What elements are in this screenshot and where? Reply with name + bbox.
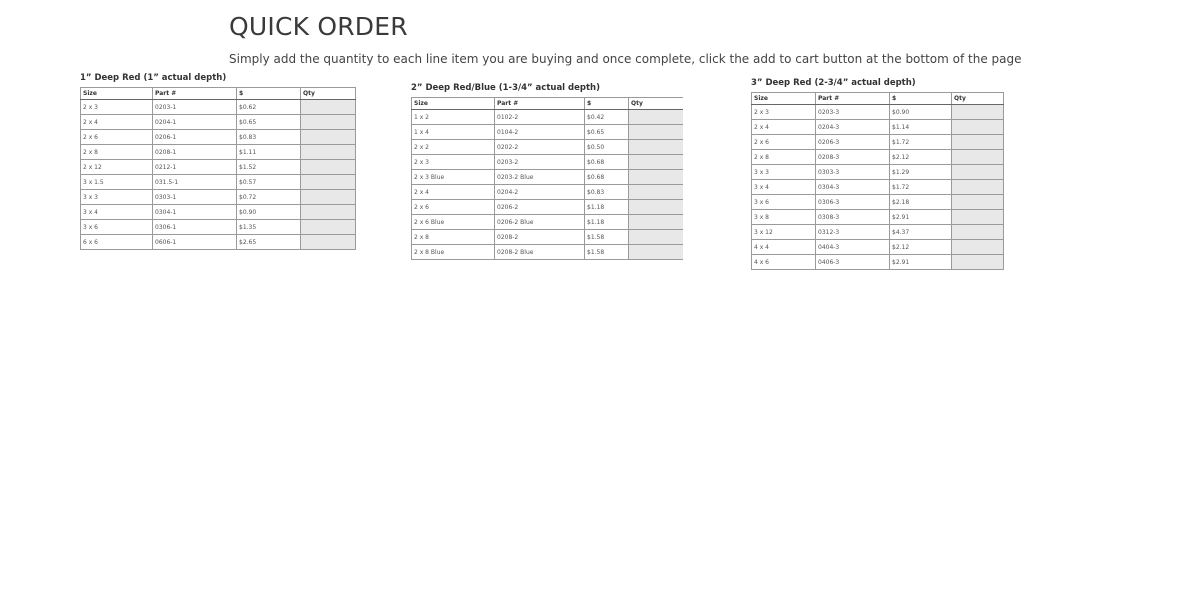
table-row [412,155,684,170]
price-cell: $0.42 [585,110,629,125]
table-row [752,150,1004,165]
size-cell: 2 x 8 [412,230,495,245]
size-cell: 2 x 12 [81,160,153,175]
size-cell: 3 x 3 [81,190,153,205]
part-number-cell: 0312-3 [816,225,890,240]
table-row [81,160,356,175]
size-cell: 3 x 6 [81,220,153,235]
table-row [81,100,356,115]
part-number-cell: 031.5-1 [153,175,237,190]
quantity-input[interactable] [629,155,684,170]
price-cell: $1.29 [890,165,952,180]
quantity-input[interactable] [952,150,1004,165]
table-row [81,130,356,145]
table-row [752,165,1004,180]
table-row [752,180,1004,195]
table-row [752,105,1004,120]
part-number-cell: 0404-3 [816,240,890,255]
quantity-input[interactable] [301,145,356,160]
size-cell: 2 x 2 [412,140,495,155]
price-cell: $0.62 [237,100,301,115]
size-cell: 4 x 6 [752,255,816,270]
price-cell: $0.68 [585,170,629,185]
price-cell: $1.35 [237,220,301,235]
quantity-input[interactable] [629,230,684,245]
table-row [752,195,1004,210]
price-cell: $2.91 [890,210,952,225]
quantity-input[interactable] [952,240,1004,255]
column-header-part-number: Part # [153,88,237,100]
table-row [752,255,1004,270]
part-number-cell: 0202-2 [495,140,585,155]
part-number-cell: 0303-1 [153,190,237,205]
table-row [752,120,1004,135]
price-cell: $1.58 [585,230,629,245]
part-number-cell: 0212-1 [153,160,237,175]
quantity-input[interactable] [301,115,356,130]
price-cell: $1.18 [585,215,629,230]
table-header-row [81,88,356,100]
size-cell: 2 x 6 Blue [412,215,495,230]
price-cell: $0.83 [237,130,301,145]
column-header-qty: Qty [629,98,684,110]
price-cell: $1.11 [237,145,301,160]
size-cell: 3 x 4 [81,205,153,220]
quantity-input[interactable] [952,135,1004,150]
price-cell: $0.50 [585,140,629,155]
price-cell: $0.65 [585,125,629,140]
table-row [81,235,356,250]
part-number-cell: 0206-2 [495,200,585,215]
quantity-input[interactable] [301,190,356,205]
quantity-input[interactable] [301,220,356,235]
price-cell: $0.68 [585,155,629,170]
column-header-qty: Qty [301,88,356,100]
column-header-size: Size [752,93,816,105]
part-number-cell: 0203-3 [816,105,890,120]
size-cell: 1 x 2 [412,110,495,125]
section-1in-deep-red [80,73,356,275]
table-row [412,200,684,215]
quantity-input[interactable] [629,215,684,230]
size-cell: 3 x 3 [752,165,816,180]
part-number-cell: 0308-3 [816,210,890,225]
part-number-cell: 0306-1 [153,220,237,235]
table-row [752,210,1004,225]
part-number-cell: 0208-3 [816,150,890,165]
table-row [412,215,684,230]
size-cell: 3 x 8 [752,210,816,225]
price-cell: $1.72 [890,180,952,195]
section-2in-deep-red-blue [411,83,683,277]
table-header-row [752,93,1004,105]
price-table [751,92,1004,270]
quantity-input[interactable] [952,165,1004,180]
part-number-cell: 0304-3 [816,180,890,195]
size-cell: 2 x 3 [81,100,153,115]
size-cell: 2 x 4 [412,185,495,200]
quantity-input[interactable] [952,255,1004,270]
table-row [752,135,1004,150]
table-row [412,170,684,185]
quantity-input[interactable] [952,225,1004,240]
table-row [81,205,356,220]
section-title: 2” Deep Red/Blue (1-3/4” actual depth) [411,83,600,93]
size-cell: 3 x 4 [752,180,816,195]
column-header-price: $ [585,98,629,110]
table-row [81,190,356,205]
size-cell: 6 x 6 [81,235,153,250]
table-row [412,230,684,245]
table-header-row [412,98,684,110]
price-cell: $0.57 [237,175,301,190]
part-number-cell: 0206-1 [153,130,237,145]
section-title: 1” Deep Red (1” actual depth) [80,73,227,83]
size-cell: 3 x 6 [752,195,816,210]
price-cell: $1.52 [237,160,301,175]
size-cell: 1 x 4 [412,125,495,140]
quantity-input[interactable] [301,100,356,115]
part-number-cell: 0102-2 [495,110,585,125]
table-row [81,175,356,190]
part-number-cell: 0204-2 [495,185,585,200]
part-number-cell: 0104-2 [495,125,585,140]
quantity-input[interactable] [629,200,684,215]
table-row [412,125,684,140]
table-row [752,225,1004,240]
part-number-cell: 0203-1 [153,100,237,115]
part-number-cell: 0208-2 Blue [495,245,585,260]
quantity-input[interactable] [952,105,1004,120]
column-header-price: $ [890,93,952,105]
price-cell: $2.12 [890,240,952,255]
size-cell: 2 x 3 Blue [412,170,495,185]
part-number-cell: 0306-3 [816,195,890,210]
size-cell: 3 x 1.5 [81,175,153,190]
table-row [412,185,684,200]
size-cell: 4 x 4 [752,240,816,255]
price-cell: $1.14 [890,120,952,135]
table-row [81,145,356,160]
price-cell: $2.18 [890,195,952,210]
price-cell: $1.18 [585,200,629,215]
quantity-input[interactable] [952,210,1004,225]
section-3in-deep-red [751,78,1004,282]
quantity-input[interactable] [629,185,684,200]
price-cell: $0.72 [237,190,301,205]
part-number-cell: 0406-3 [816,255,890,270]
column-header-size: Size [412,98,495,110]
quantity-input[interactable] [952,120,1004,135]
quantity-input[interactable] [301,130,356,145]
part-number-cell: 0304-1 [153,205,237,220]
column-header-price: $ [237,88,301,100]
size-cell: 2 x 6 [412,200,495,215]
quantity-input[interactable] [629,140,684,155]
size-cell: 2 x 4 [81,115,153,130]
quantity-input[interactable] [629,110,684,125]
price-cell: $1.58 [585,245,629,260]
price-cell: $2.65 [237,235,301,250]
part-number-cell: 0303-3 [816,165,890,180]
table-row [412,245,684,260]
size-cell: 2 x 3 [412,155,495,170]
part-number-cell: 0204-3 [816,120,890,135]
quantity-input[interactable] [301,175,356,190]
price-cell: $4.37 [890,225,952,240]
part-number-cell: 0203-2 Blue [495,170,585,185]
price-cell: $2.91 [890,255,952,270]
size-cell: 3 x 12 [752,225,816,240]
part-number-cell: 0208-1 [153,145,237,160]
table-row [412,110,684,125]
price-table [411,97,683,260]
page-title: QUICK ORDER [229,12,408,41]
quantity-input[interactable] [301,235,356,250]
price-cell: $2.12 [890,150,952,165]
part-number-cell: 0206-3 [816,135,890,150]
table-row [752,240,1004,255]
table-row [412,140,684,155]
column-header-part-number: Part # [816,93,890,105]
size-cell: 2 x 6 [752,135,816,150]
part-number-cell: 0208-2 [495,230,585,245]
quantity-input[interactable] [629,125,684,140]
quantity-input[interactable] [952,195,1004,210]
table-row [81,220,356,235]
quantity-input[interactable] [301,160,356,175]
price-cell: $1.72 [890,135,952,150]
price-cell: $0.90 [890,105,952,120]
price-table [80,87,356,250]
size-cell: 2 x 8 Blue [412,245,495,260]
part-number-cell: 0204-1 [153,115,237,130]
column-header-qty: Qty [952,93,1004,105]
price-cell: $0.65 [237,115,301,130]
quantity-input[interactable] [629,245,684,260]
part-number-cell: 0606-1 [153,235,237,250]
quantity-input[interactable] [301,205,356,220]
size-cell: 2 x 3 [752,105,816,120]
quantity-input[interactable] [629,170,684,185]
section-title: 3” Deep Red (2-3/4” actual depth) [751,78,916,88]
size-cell: 2 x 6 [81,130,153,145]
size-cell: 2 x 4 [752,120,816,135]
quantity-input[interactable] [952,180,1004,195]
column-header-part-number: Part # [495,98,585,110]
part-number-cell: 0206-2 Blue [495,215,585,230]
part-number-cell: 0203-2 [495,155,585,170]
page-subtitle: Simply add the quantity to each line item you are buying and once complete, click the add to cart button at the bottom of the page [229,52,1022,66]
table-row [81,115,356,130]
column-header-size: Size [81,88,153,100]
price-cell: $0.90 [237,205,301,220]
size-cell: 2 x 8 [81,145,153,160]
size-cell: 2 x 8 [752,150,816,165]
price-cell: $0.83 [585,185,629,200]
